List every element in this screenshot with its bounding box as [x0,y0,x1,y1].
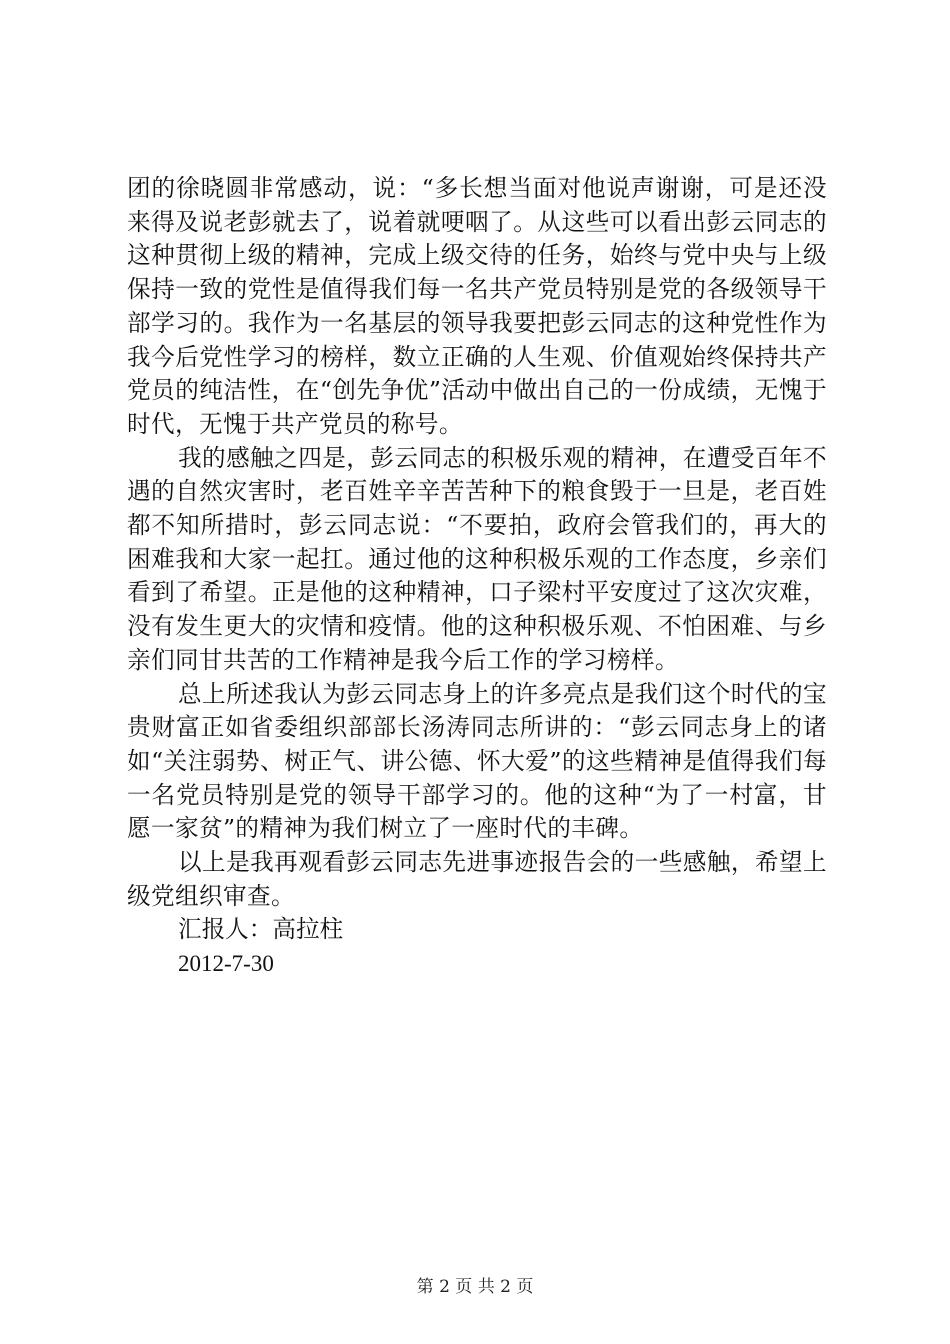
page-footer: 第 2 页 共 2 页 [416,1277,534,1297]
document-body [127,172,827,981]
paragraph-closing: 以上是我再观看彭云同志先进事迹报告会的一些感触，希望上级党组织审查。 [127,848,827,910]
signature-line: 汇报人：高拉柱 [178,915,344,944]
paragraph-summary: 总上所述我认为彭云同志身上的许多亮点是我们这个时代的宝贵财富正如省委组织部部长汤涛同志所讲的：“彭云同志身上的诸如“关注弱势、树正气、讲公德、怀大爱”的这些精神是值得我们每一名党员特别是党的领导干部学习的。他的这种“为了一村富，甘愿一家贫”的精神为我们树立了一座时代的丰碑。 [127,679,827,843]
date-line: 2012-7-30 [178,951,274,977]
paragraph-continuation: 团的徐晓圆非常感动，说：“多长想当面对他说声谢谢，可是还没来得及说老彭就去了，说着就哽咽了。从这些可以看出彭云同志的这种贯彻上级的精神，完成上级交待的任务，始终与党中央与上级保持一致的党性是值得我们每一名共产党员特别是党的各级领导干部学习的。我作为一名基层的领导我要把彭云同志的这种党性作为我今后党性学习的榜样，数立正确的人生观、价值观始终保持共产党员的纯洁性，在“创先争优”活动中做出自己的一份成绩，无愧于时代，无愧于共产党员的称号。 [127,174,827,438]
paragraph-fourth-impression: 我的感触之四是，彭云同志的积极乐观的精神，在遭受百年不遇的自然灾害时，老百姓辛辛苦苦种下的粮食毁于一旦是，老百姓都不知所措时，彭云同志说：“不要拍，政府会管我们的，再大的困难我和大家一起扛。通过他的这种积极乐观的工作态度，乡亲们看到了希望。正是他的这种精神，口子梁村平安度过了这次灾难，没有发生更大的灾情和疫情。他的这种积极乐观、不怕困难、与乡亲们同甘共苦的工作精神是我今后工作的学习榜样。 [127,443,827,674]
